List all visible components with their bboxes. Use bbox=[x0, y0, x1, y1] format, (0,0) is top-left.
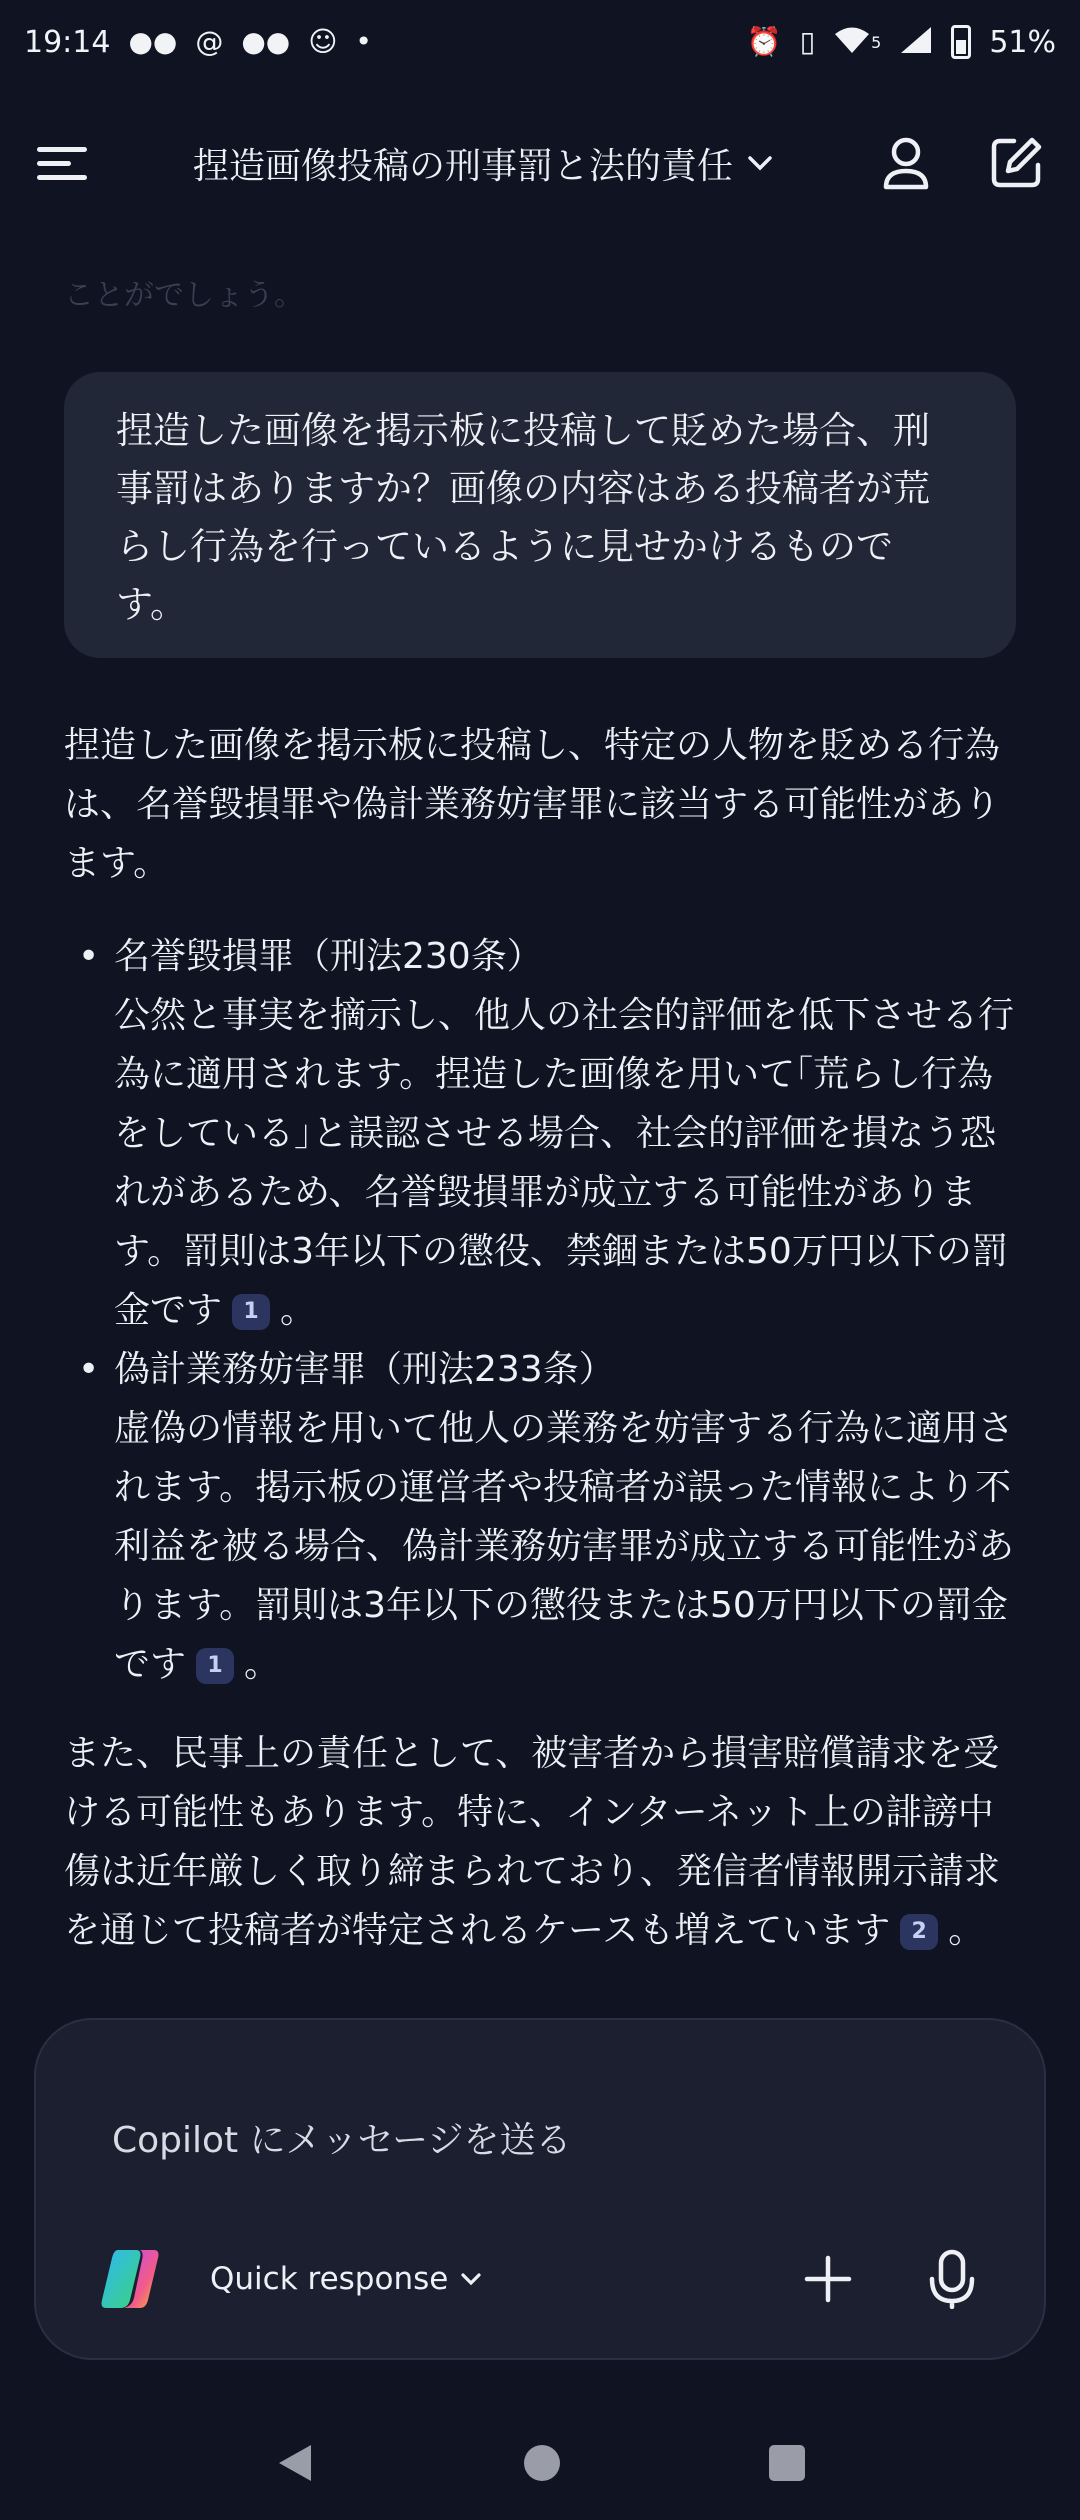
copilot-logo-icon bbox=[96, 2244, 166, 2314]
system-navigation-bar bbox=[0, 2410, 1080, 2520]
bullet-title: • 偽計業務妨害罪（刑法233条） bbox=[114, 1349, 615, 1390]
app-header bbox=[0, 100, 1080, 226]
status-bar bbox=[0, 0, 1080, 84]
bullet-body: 虚偽の情報を用いて他人の業務を妨害する行為に適用されます。掲示板の運営者や投稿者が誤った情報により不利益を被る場合、偽計業務妨害罪が成立する可能性があります。罰則は3年以下の懲役または50万円以下の罰金です bbox=[114, 1408, 1015, 1685]
app-notification-icon: ☺ bbox=[308, 25, 338, 58]
status-left bbox=[24, 25, 372, 60]
back-icon[interactable] bbox=[273, 2441, 317, 2489]
user-message-bubble bbox=[64, 372, 1016, 658]
answer-bullet-list bbox=[64, 927, 1016, 1694]
response-mode-label: Quick response bbox=[210, 2261, 449, 2297]
add-attachment-icon[interactable] bbox=[796, 2247, 860, 2311]
list-item bbox=[64, 1340, 1016, 1694]
home-icon[interactable] bbox=[522, 2443, 562, 2487]
vibrate-icon: ▯ bbox=[799, 25, 816, 58]
battery-percent: 51% bbox=[989, 24, 1056, 60]
civil-end: 。 bbox=[948, 1910, 985, 1951]
chevron-down-icon bbox=[747, 154, 773, 172]
status-right bbox=[747, 25, 1056, 60]
bullet-end: 。 bbox=[280, 1290, 317, 1331]
assistant-response bbox=[64, 716, 1016, 1994]
citation-badge[interactable]: 1 bbox=[196, 1648, 234, 1684]
profile-icon[interactable] bbox=[874, 131, 938, 195]
signal-icon bbox=[899, 25, 933, 60]
list-item bbox=[64, 927, 1016, 1340]
citation-badge[interactable]: 2 bbox=[900, 1914, 938, 1950]
battery-icon bbox=[951, 25, 971, 59]
message-composer bbox=[34, 2018, 1046, 2360]
bullet-end: 。 bbox=[244, 1644, 281, 1685]
wifi-5g-label: 5 bbox=[871, 32, 882, 52]
more-notifications-icon: • bbox=[355, 25, 372, 58]
conversation-title[interactable] bbox=[92, 138, 874, 189]
new-chat-icon[interactable] bbox=[984, 131, 1048, 195]
response-mode-select[interactable] bbox=[210, 2261, 796, 2297]
recents-icon[interactable] bbox=[767, 2443, 807, 2487]
bullet-body: 公然と事実を摘示し、他人の社会的評価を低下させる行為に適用されます。捏造した画像を用いて｢荒らし行為をしている｣と誤認させる場合、社会的評価を損なう恐れがあるため、名誉毀損罪が成立する可能性があります。罰則は3年以下の懲役、禁錮または50万円以下の罰金です bbox=[114, 995, 1015, 1331]
citation-badge[interactable]: 1 bbox=[232, 1294, 270, 1330]
microphone-icon[interactable] bbox=[920, 2247, 984, 2311]
notification-icon: ●● bbox=[241, 25, 291, 58]
menu-icon[interactable] bbox=[32, 133, 92, 193]
conversation-title-text: 捏造画像投稿の刑事罰と法的責任 bbox=[192, 145, 733, 187]
alarm-icon: ⏰ bbox=[746, 25, 782, 58]
status-time: 19:14 bbox=[24, 24, 111, 60]
bullet-title: • 名誉毀損罪（刑法230条） bbox=[114, 936, 543, 977]
user-message-text: 捏造した画像を掲示板に投稿して貶めた場合、刑事罰はありますか？画像の内容はある投稿者が荒らし行為を行っているように見せかけるものです。 bbox=[116, 409, 930, 626]
wifi-icon bbox=[833, 25, 871, 60]
answer-civil-paragraph bbox=[64, 1724, 1016, 1960]
civil-text: また、民事上の責任として、被害者から損害賠償請求を受ける可能性もあります。特に、インターネット上の誹謗中傷は近年厳しく取り締まられており、発信者情報開示請求を通じて投稿者が特定されるケースも増えています bbox=[64, 1733, 1001, 1951]
message-input[interactable]: Copilot にメッセージを送る bbox=[112, 2120, 572, 2161]
threads-icon: @ bbox=[195, 25, 224, 58]
chevron-down-icon bbox=[460, 2271, 482, 2287]
answer-intro: 捏造した画像を掲示板に投稿し、特定の人物を貶める行為は、名誉毀損罪や偽計業務妨害罪に該当する可能性があります。 bbox=[64, 725, 1001, 884]
previous-message-fragment: ことがでしょう。 bbox=[64, 278, 304, 313]
notification-icon: ●● bbox=[128, 25, 178, 58]
